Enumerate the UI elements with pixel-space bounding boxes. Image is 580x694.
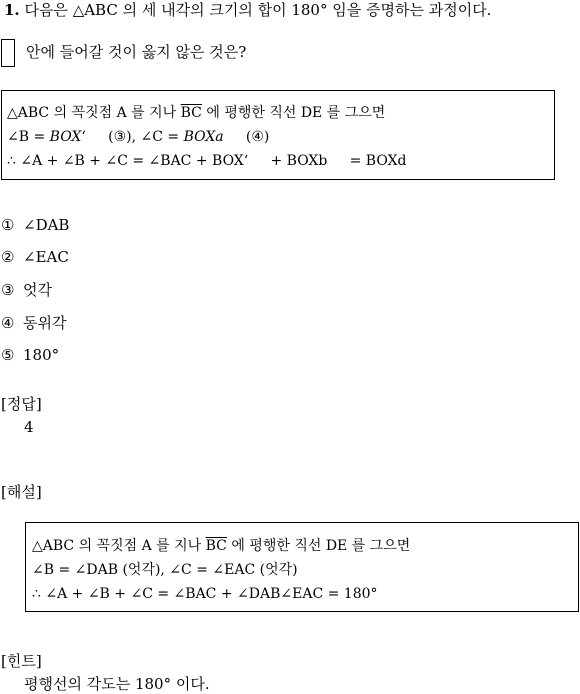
choice-3[interactable] — [1, 280, 52, 300]
choice-text: ∠DAB — [23, 216, 70, 234]
proof-line-1-post: 에 평행한 직선 DE 를 그으면 — [201, 105, 386, 121]
explanation-line-2: ∠B = ∠DAB (엇각), ∠C = ∠EAC (엇각) — [32, 562, 298, 578]
choice-mark: ④ — [1, 314, 15, 332]
choice-4[interactable] — [1, 313, 66, 333]
question-text: 다음은 △ABC 의 세 내각의 크기의 합이 180° 임을 증명하는 과정이다. — [24, 1, 492, 19]
explanation-line-1 — [32, 537, 410, 555]
explanation-line-1-pre: △ABC 의 꼭짓점 A 를 지나 — [32, 538, 206, 554]
explanation-line-3: ∴ ∠A + ∠B + ∠C = ∠BAC + ∠DAB∠EAC = 180° — [32, 586, 378, 602]
explanation-label: [해설] — [1, 483, 42, 501]
choice-mark: ② — [1, 248, 15, 266]
choice-text: 엇각 — [23, 281, 52, 299]
question-number: 1. — [4, 1, 20, 19]
choice-text: 180° — [23, 346, 60, 364]
sub-question-text: 안에 들어갈 것이 옳지 않은 것은? — [26, 43, 247, 61]
proof-line-2-d: BOXa — [183, 129, 224, 145]
explanation-line-1-post: 에 평행한 직선 DE 를 그으면 — [226, 538, 411, 554]
proof-line-2-b: BOX‘ — [49, 129, 86, 145]
blank-box — [1, 39, 15, 67]
answer-value: 4 — [24, 418, 34, 436]
proof-line-3: ∴ ∠A + ∠B + ∠C = ∠BAC + BOX‘ + BOXb = BOXd — [7, 153, 407, 169]
choice-text: ∠EAC — [23, 248, 69, 266]
hint-label: [힌트] — [1, 652, 42, 670]
proof-line-1 — [7, 104, 385, 122]
segment-bc: $\overline{BC}$ — [205, 538, 227, 554]
proof-line-2-a: ∠B = — [7, 129, 50, 145]
choice-mark: ⑤ — [1, 346, 15, 364]
question-title — [4, 0, 491, 20]
segment-bc: $\overline{BC}$ — [180, 105, 202, 121]
proof-line-2 — [7, 128, 269, 146]
answer-label: [정답] — [1, 395, 42, 413]
choice-mark: ③ — [1, 281, 15, 299]
proof-line-2-e: (④) — [223, 129, 270, 145]
proof-line-1-pre: △ABC 의 꼭짓점 A 를 지나 — [7, 105, 181, 121]
choice-1[interactable] — [1, 215, 69, 235]
choice-5[interactable] — [1, 345, 59, 365]
choice-mark: ① — [1, 216, 15, 234]
proof-line-2-c: (③), ∠C = — [85, 129, 184, 145]
choice-2[interactable] — [1, 247, 69, 267]
hint-text: 평행선의 각도는 180° 이다. — [24, 675, 210, 693]
choice-text: 동위각 — [23, 314, 67, 332]
